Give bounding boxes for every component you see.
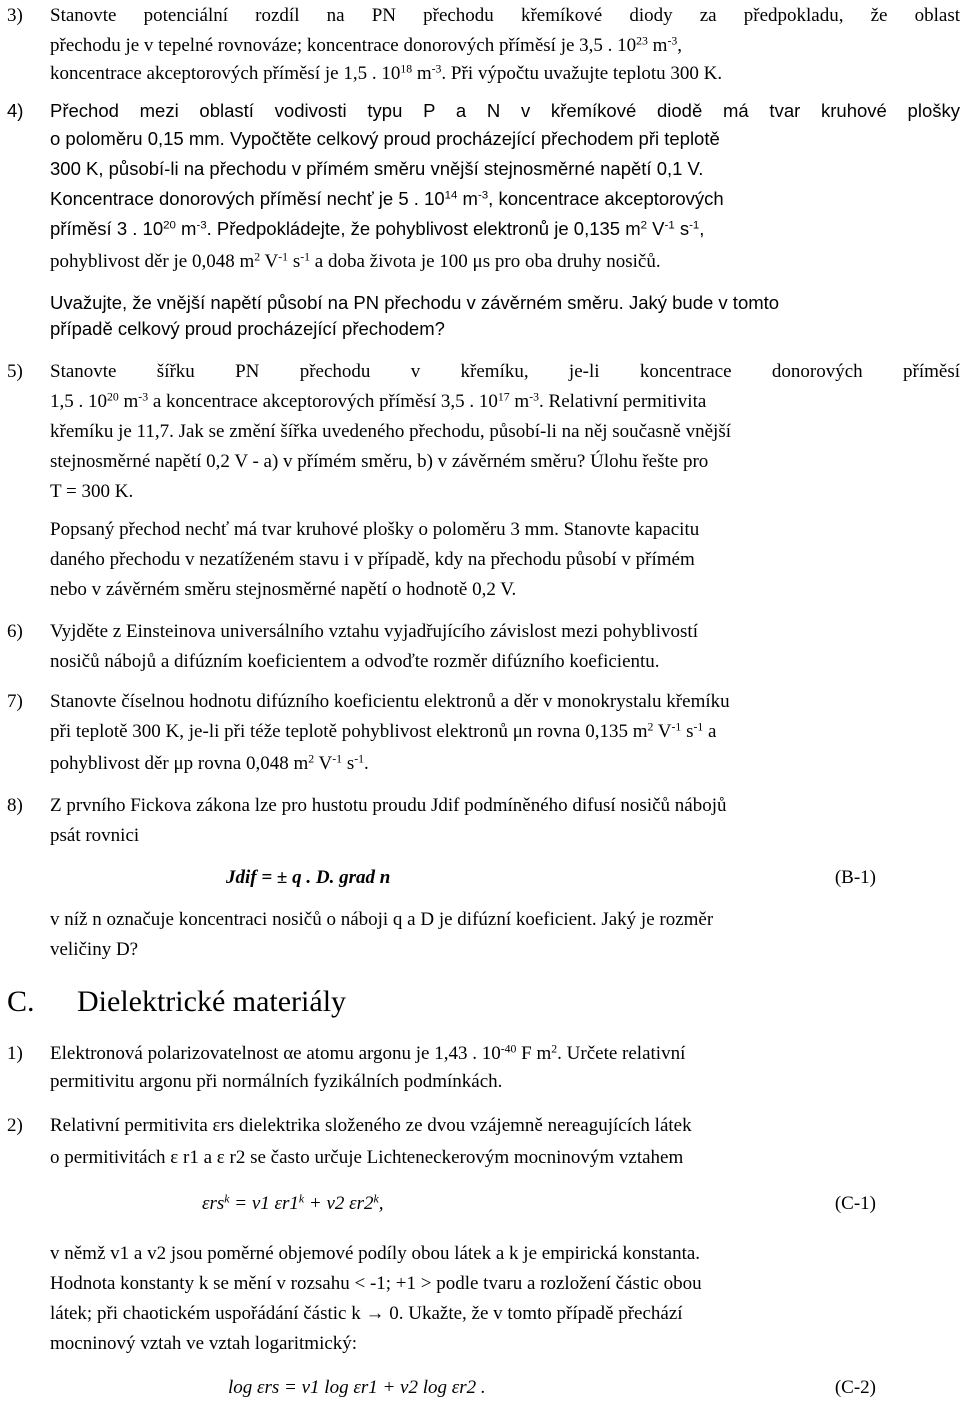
c2-line-1: Relativní permitivita εrs dielektrika složeného ze dvou vzájemně nereagujících látek [50, 1115, 692, 1136]
problem-5-line-6: Popsaný přechod nechť má tvar kruhové plošky o poloměru 3 mm. Stanovte kapacitu [50, 519, 700, 540]
c2-line-6: mocninový vztah ve vztah logaritmický: [50, 1333, 358, 1354]
problem-6-line-1: Vyjděte z Einsteinova universálního vztahu vyjadřujícího závislost mezi pohyblivostí [50, 621, 698, 642]
c2-line-3: v němž v1 a v2 jsou poměrné objemové podíly obou látek a k je empirická konstanta. [50, 1243, 701, 1264]
c1-number: 1) [7, 1043, 23, 1064]
problem-6-line-2: nosičů nábojů a difúzním koeficientem a odvoďte rozměr difúzního koeficientu. [50, 651, 660, 672]
problem-5-line-3: křemíku je 11,7. Jak se změní šířka uvedeného přechodu, působí-li na něj současně vnější [50, 421, 732, 442]
problem-5-line-8: nebo v závěrném směru stejnosměrné napětí o hodnotě 0,2 V. [50, 579, 517, 600]
problem-3-number: 3) [7, 5, 23, 26]
problem-4-line-6: pohyblivost děr je 0,048 $m^2$ $V^{-1}$ $s^{-1}$ a doba života je 100 μs pro oba druhy nosičů. [50, 250, 661, 272]
c2-line-5: látek; při chaotickém uspořádání částic k → 0. Ukažte, že v tomto případě přechází [50, 1303, 683, 1324]
section-c-title: Dielektrické materiály [77, 985, 347, 1018]
problem-6-number: 6) [7, 621, 23, 642]
problem-4-number: 4) [7, 100, 24, 121]
problem-8-number: 8) [7, 795, 23, 816]
problem-4-line-4: Koncentrace donorových příměsí nechť je 5 . $10^{14}$ $m^{-3}$, koncentrace akceptorových [50, 188, 724, 209]
problem-5-line-1: Stanovte šířku PN přechodu v křemíku, je-li koncentrace donorových příměsí [50, 361, 960, 382]
problem-5-line-7: daného přechodu v nezatíženém stavu i v případě, kdy na přechodu působí v přímém [50, 549, 695, 570]
problem-5-line-2: 1,5 . $10^{20}$ $m^{-3}$ a koncentrace akceptorových příměsí 3,5 . $10^{17}$ $m^{-3}$. Relativní permitivita [50, 390, 707, 412]
problem-7-line-3: pohyblivost děr μp rovna 0,048 $m^2$ $V^{-1}$ $s^{-1}$. [50, 752, 369, 774]
equation-b1-label: (B-1) [834, 867, 876, 888]
equation-c2: log εrs = v1 log εr1 + v2 log εr2 . [228, 1377, 486, 1398]
problem-4-line-7: Uvažujte, že vnější napětí působí na PN přechodu v závěrném směru. Jaký bude v tomto [50, 292, 780, 313]
c2-number: 2) [7, 1115, 23, 1136]
problem-4-line-3: 300 K, působí-li na přechodu v přímém směru vnější stejnosměrné napětí 0,1 V. [50, 158, 704, 179]
c2-line-2: o permitivitách ε r1 a ε r2 se často určuje Lichteneckerovým mocninovým vztahem [50, 1147, 684, 1168]
problem-8-line-3: v níž n označuje koncentraci nosičů o náboji q a D je difúzní koeficient. Jaký je rozměr [50, 909, 714, 930]
problem-3-line-2: přechodu je v tepelné rovnováze; koncentrace donorových příměsí je 3,5 . $10^{23}$ $m^{-3}$, [50, 34, 683, 56]
problem-8-line-4: veličiny D? [50, 939, 139, 960]
equation-c2-label: (C-2) [834, 1377, 876, 1398]
problem-5-line-5: T = 300 K. [50, 481, 134, 502]
c1-line-1: Elektronová polarizovatelnost αe atomu argonu je 1,43 . $10^{-40}$ F $m^2$. Určete relativní [50, 1042, 686, 1064]
problem-4-line-1: Přechod mezi oblastí vodivosti typu P a N v křemíkové diodě má tvar kruhové plošky [50, 100, 960, 121]
problem-7-line-2: při teplotě 300 K, je-li při téže teplotě pohyblivost elektronů μn rovna 0,135 $m^2$ $V^{-1}$ $s^{-1}$ a [50, 720, 717, 742]
problem-3-line-3: koncentrace akceptorových příměsí je 1,5 . $10^{18}$ $m^{-3}$. Při výpočtu uvažujte teplotu 300 K. [50, 62, 723, 84]
problem-8-line-1: Z prvního Fickova zákona lze pro hustotu proudu Jdif podmíněného difusí nosičů nábojů [50, 795, 727, 816]
problem-3-line-1: Stanovte potenciální rozdíl na PN přechodu křemíkové diody za předpokladu, že oblast [50, 5, 960, 26]
equation-c1-label: (C-1) [834, 1193, 876, 1214]
problem-7-line-1: Stanovte číselnou hodnotu difúzního koeficientu elektronů a děr v monokrystalu křemíku [50, 691, 730, 712]
problem-5-number: 5) [7, 361, 23, 382]
problem-4-line-8: případě celkový proud procházející přechodem? [50, 318, 445, 339]
problem-7-number: 7) [7, 691, 23, 712]
c1-line-2: permitivitu argonu při normálních fyzikálních podmínkách. [50, 1071, 503, 1092]
section-c-letter: C. [7, 985, 35, 1018]
problem-4-line-2: o poloměru 0,15 mm. Vypočtěte celkový proud procházející přechodem při teplotě [50, 128, 720, 149]
problem-5-line-4: stejnosměrné napětí 0,2 V - a) v přímém směru, b) v závěrném směru? Úlohu řešte pro [50, 451, 709, 472]
problem-8-line-2: psát rovnici [50, 825, 140, 846]
problem-4-line-5: příměsí 3 . $10^{20}$ $m^{-3}$. Předpokládejte, že pohyblivost elektronů je 0,135 $m^2$ $V^{-1}$ $s^{-1}$, [50, 218, 705, 239]
equation-c1: εrs$^k$ = v1 $\varepsilon r1^k + v2$ εr2$^k$, [202, 1192, 384, 1214]
c2-line-4: Hodnota konstanty k se mění v rozsahu < -1; +1 > podle tvaru a rozložení částic obou [50, 1273, 702, 1294]
equation-b1: Jdif = ± q . D. grad n [226, 867, 391, 888]
